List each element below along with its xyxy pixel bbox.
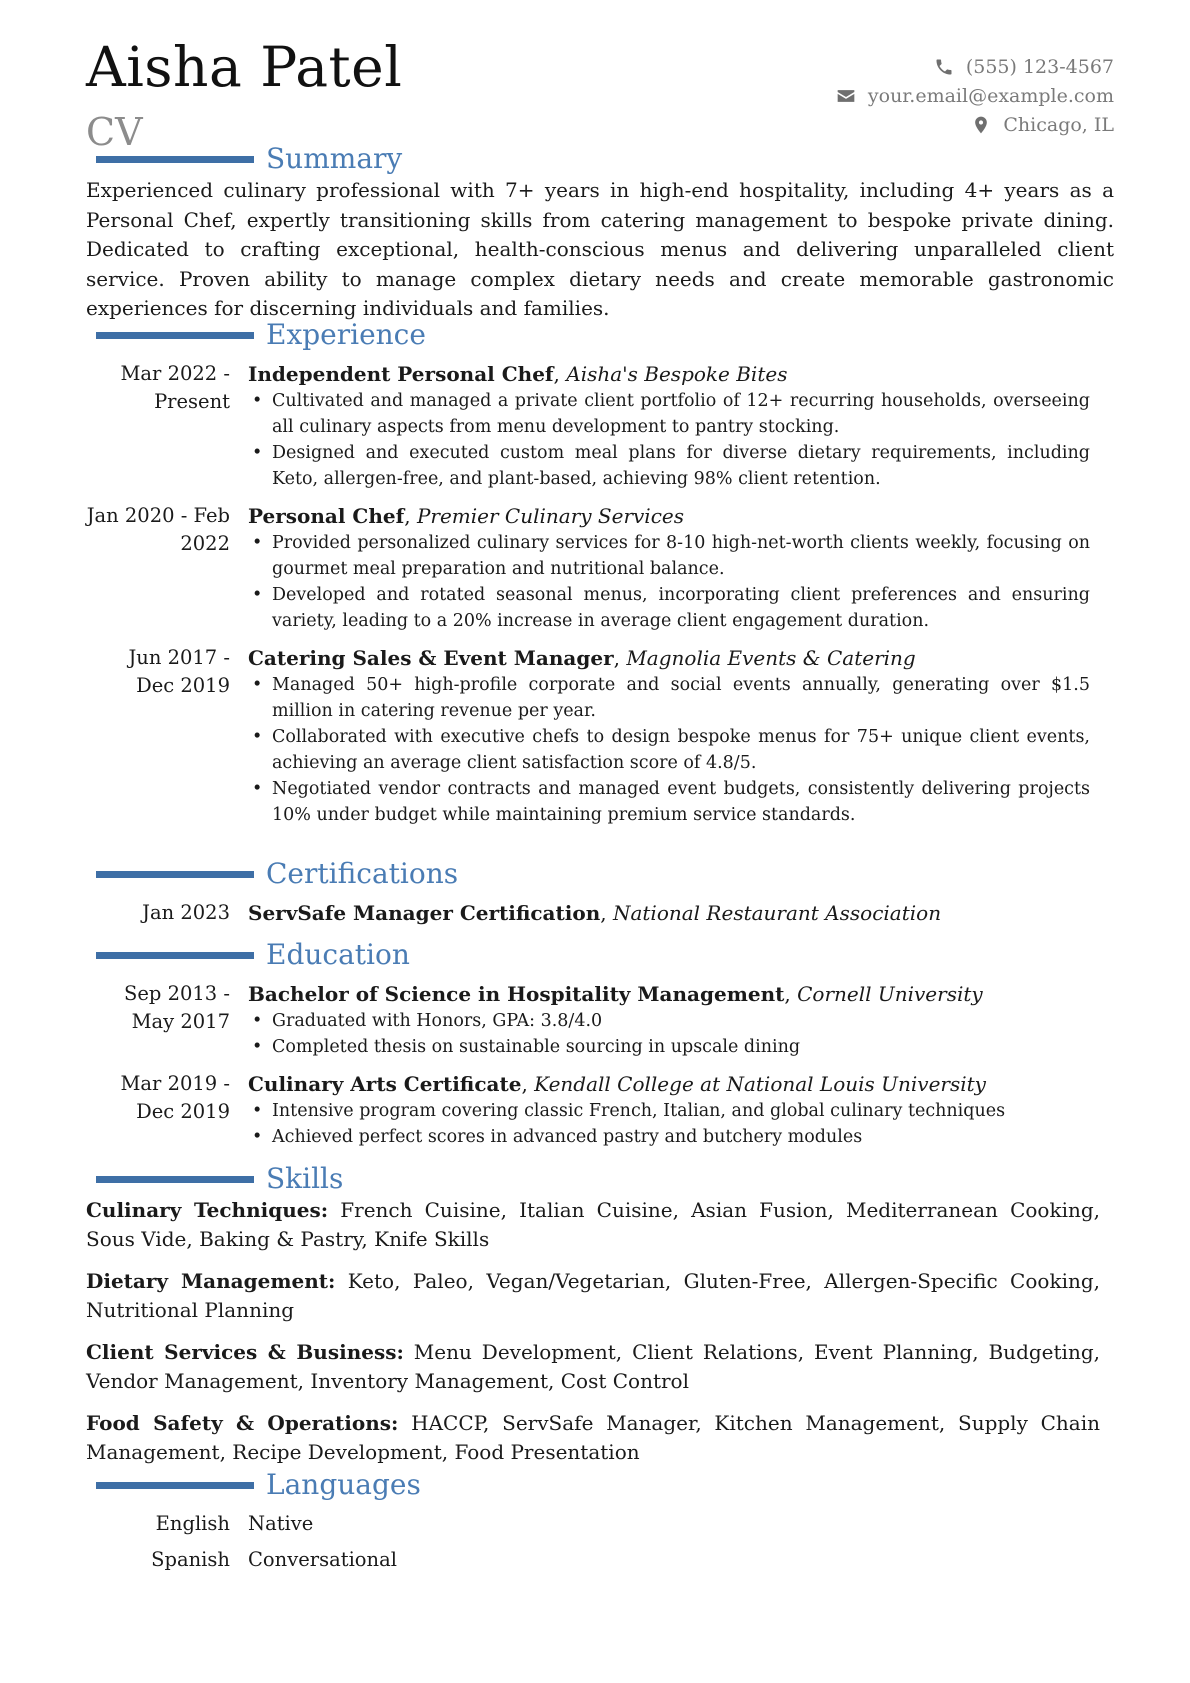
language-row — [86, 1546, 1114, 1574]
envelope-icon — [836, 86, 856, 106]
section-title: Certifications — [266, 857, 459, 890]
certifications-section — [86, 857, 1114, 937]
entry-row — [86, 899, 1114, 927]
entry-role: ServSafe Manager Certification — [248, 901, 601, 925]
bullet-item: • Managed 50+ high-profile corporate and social events annually, generating over $1.5 million in catering revenue per year. — [272, 672, 1114, 724]
document-label: CV — [86, 110, 143, 154]
skills-list — [86, 1196, 1114, 1467]
entry-date: Jun 2017 - Dec 2019 — [128, 646, 230, 697]
contact-phone — [836, 52, 1114, 81]
bullet-item: • Designed and executed custom meal plans for diverse dietary requirements, including Keto, allergen-free, and plant-based, achieving 98% client retention. — [272, 440, 1114, 492]
bullet-item: • Completed thesis on sustainable sourcing in upscale dining — [272, 1034, 1114, 1060]
skill-space — [398, 1411, 411, 1435]
entry-body — [248, 980, 1114, 1060]
section-title: Languages — [266, 1468, 421, 1501]
section-title: Education — [266, 938, 410, 971]
bullet-item: • Collaborated with executive chefs to design bespoke menus for 75+ unique client events, achieving an average client satisfaction score of 4.8/5. — [272, 724, 1114, 776]
section-accent-bar — [96, 1176, 254, 1183]
skills-section — [86, 1162, 1114, 1480]
entry-separator: , — [404, 504, 417, 528]
entry-body — [248, 502, 1114, 634]
entry-role: Culinary Arts Certificate — [248, 1072, 522, 1096]
entry-role: Catering Sales & Event Manager — [248, 646, 614, 670]
skill-space — [335, 1269, 347, 1293]
entry-row — [86, 502, 1114, 634]
section-accent-bar — [96, 952, 254, 959]
person-name: Aisha Patel — [86, 35, 403, 99]
entry-organization: Kendall College at National Louis University — [534, 1072, 986, 1096]
skill-list: Menu Development, Client Relations, Event Planning, Budgeting, Vendor Management, Inventory Management, Cost Control — [86, 1340, 1100, 1393]
education-list — [86, 980, 1114, 1150]
map-pin-icon — [971, 115, 991, 135]
entry-bullets — [248, 530, 1114, 634]
entry-role: Independent Personal Chef — [248, 362, 554, 386]
skill-category: Client Services & Business: — [86, 1340, 404, 1364]
bullet-item: • Negotiated vendor contracts and managed event budgets, consistently delivering projects 10% under budget while maintaining premium service standards. — [272, 776, 1114, 828]
language-name: Spanish — [151, 1548, 230, 1571]
section-header — [86, 1468, 1114, 1502]
bullet-item: • Achieved perfect scores in advanced pastry and butchery modules — [272, 1124, 1114, 1150]
language-level: Native — [248, 1512, 314, 1535]
entry-bullets — [248, 1008, 1114, 1060]
summary-section — [86, 142, 1114, 324]
section-header — [86, 318, 1114, 352]
section-accent-bar — [96, 871, 254, 878]
contact-location — [836, 110, 1114, 139]
entry-row — [86, 360, 1114, 492]
location-text: Chicago, IL — [1003, 113, 1114, 136]
entry-bullets — [248, 672, 1114, 828]
experience-section — [86, 318, 1114, 838]
email-link[interactable]: your.email@example.com — [867, 84, 1114, 107]
entry-organization: Magnolia Events & Catering — [626, 646, 916, 670]
contact-block — [836, 52, 1114, 139]
entry-body — [248, 360, 1114, 492]
entry-date: Mar 2019 - Dec 2019 — [120, 1072, 230, 1123]
entry-separator: , — [553, 362, 567, 386]
entry-row — [86, 980, 1114, 1060]
skill-row — [86, 1196, 1114, 1254]
entry-date: Sep 2013 - May 2017 — [124, 982, 230, 1033]
entry-bullets — [248, 1098, 1114, 1150]
skill-category: Food Safety & Operations: — [86, 1411, 399, 1435]
skill-list: Keto, Paleo, Vegan/Vegetarian, Gluten-Free, Allergen-Specific Cooking, Nutritional Planning — [86, 1269, 1101, 1322]
entry-role: Bachelor of Science in Hospitality Management — [248, 982, 785, 1006]
education-section — [86, 938, 1114, 1160]
language-level: Conversational — [248, 1548, 397, 1571]
bullet-item: • Developed and rotated seasonal menus, incorporating client preferences and ensuring variety, leading to a 20% increase in average client engagement duration. — [272, 582, 1114, 634]
language-row — [86, 1510, 1114, 1538]
languages-section — [86, 1468, 1114, 1582]
skill-row — [86, 1267, 1114, 1325]
section-accent-bar — [96, 156, 254, 163]
entry-title-line — [248, 1070, 1114, 1098]
section-header — [86, 857, 1114, 891]
entry-title-line — [248, 360, 1114, 388]
entry-separator: , — [600, 901, 613, 925]
skill-list: HACCP, ServSafe Manager, Kitchen Management, Supply Chain Management, Recipe Development, Food Presentation — [86, 1411, 1100, 1464]
entry-date: Jan 2020 - Feb 2022 — [86, 504, 230, 555]
languages-list — [86, 1510, 1114, 1574]
certifications-list — [86, 899, 1114, 927]
entry-organization: Aisha's Bespoke Bites — [566, 362, 788, 386]
phone-text: (555) 123-4567 — [965, 55, 1114, 78]
entry-organization: Cornell University — [797, 982, 983, 1006]
entry-title-line — [248, 980, 1114, 1008]
section-header — [86, 938, 1114, 972]
entry-date: Jan 2023 — [142, 901, 230, 924]
skill-row — [86, 1409, 1114, 1467]
section-title: Experience — [266, 318, 426, 351]
section-accent-bar — [96, 1482, 254, 1489]
section-title: Summary — [266, 142, 403, 175]
skill-row — [86, 1338, 1114, 1396]
entry-title-line — [248, 899, 1114, 927]
entry-body — [248, 1070, 1114, 1150]
entry-body — [248, 899, 1114, 927]
entry-organization: Premier Culinary Services — [416, 504, 684, 528]
skill-space — [404, 1340, 414, 1364]
summary-text: Experienced culinary professional with 7+ years in high-end hospitality, including 4+ years as a Personal Chef, expertly transitioning skills from catering management to bespoke private dining. Dedicated to crafting exceptional, health-conscious menus and delivering unparalleled client service. Proven ability to manage complex dietary needs and create memorable gastronomic experiences for discerning individuals and families. — [86, 178, 1114, 320]
entry-body — [248, 644, 1114, 828]
section-accent-bar — [96, 332, 254, 339]
entry-title-line — [248, 644, 1114, 672]
bullet-item: • Intensive program covering classic French, Italian, and global culinary techniques — [272, 1098, 1114, 1124]
section-header — [86, 1162, 1114, 1196]
language-name: English — [155, 1512, 230, 1535]
entry-row — [86, 644, 1114, 828]
entry-row — [86, 1070, 1114, 1150]
entry-separator: , — [613, 646, 627, 670]
section-header — [86, 142, 1114, 176]
entry-date: Mar 2022 - Present — [120, 362, 230, 413]
phone-icon — [934, 57, 954, 77]
bullet-item: • Cultivated and managed a private client portfolio of 12+ recurring households, overseeing all culinary aspects from menu development to pantry stocking. — [272, 388, 1114, 440]
entry-organization: National Restaurant Association — [612, 901, 942, 925]
bullet-item: • Provided personalized culinary services for 8-10 high-net-worth clients weekly, focusing on gourmet meal preparation and nutritional balance. — [272, 530, 1114, 582]
section-title: Skills — [266, 1162, 344, 1195]
skill-space — [328, 1198, 340, 1222]
contact-email[interactable] — [836, 81, 1114, 110]
skill-category: Dietary Management: — [86, 1269, 336, 1293]
entry-separator: , — [784, 982, 798, 1006]
entry-bullets — [248, 388, 1114, 492]
entry-role: Personal Chef — [248, 504, 405, 528]
experience-list — [86, 360, 1114, 828]
entry-separator: , — [521, 1072, 535, 1096]
skill-list: French Cuisine, Italian Cuisine, Asian Fusion, Mediterranean Cooking, Sous Vide, Baking & Pastry, Knife Skills — [86, 1198, 1101, 1251]
entry-title-line — [248, 502, 1114, 530]
skill-category: Culinary Techniques: — [86, 1198, 329, 1222]
bullet-item: • Graduated with Honors, GPA: 3.8/4.0 — [272, 1008, 1114, 1034]
